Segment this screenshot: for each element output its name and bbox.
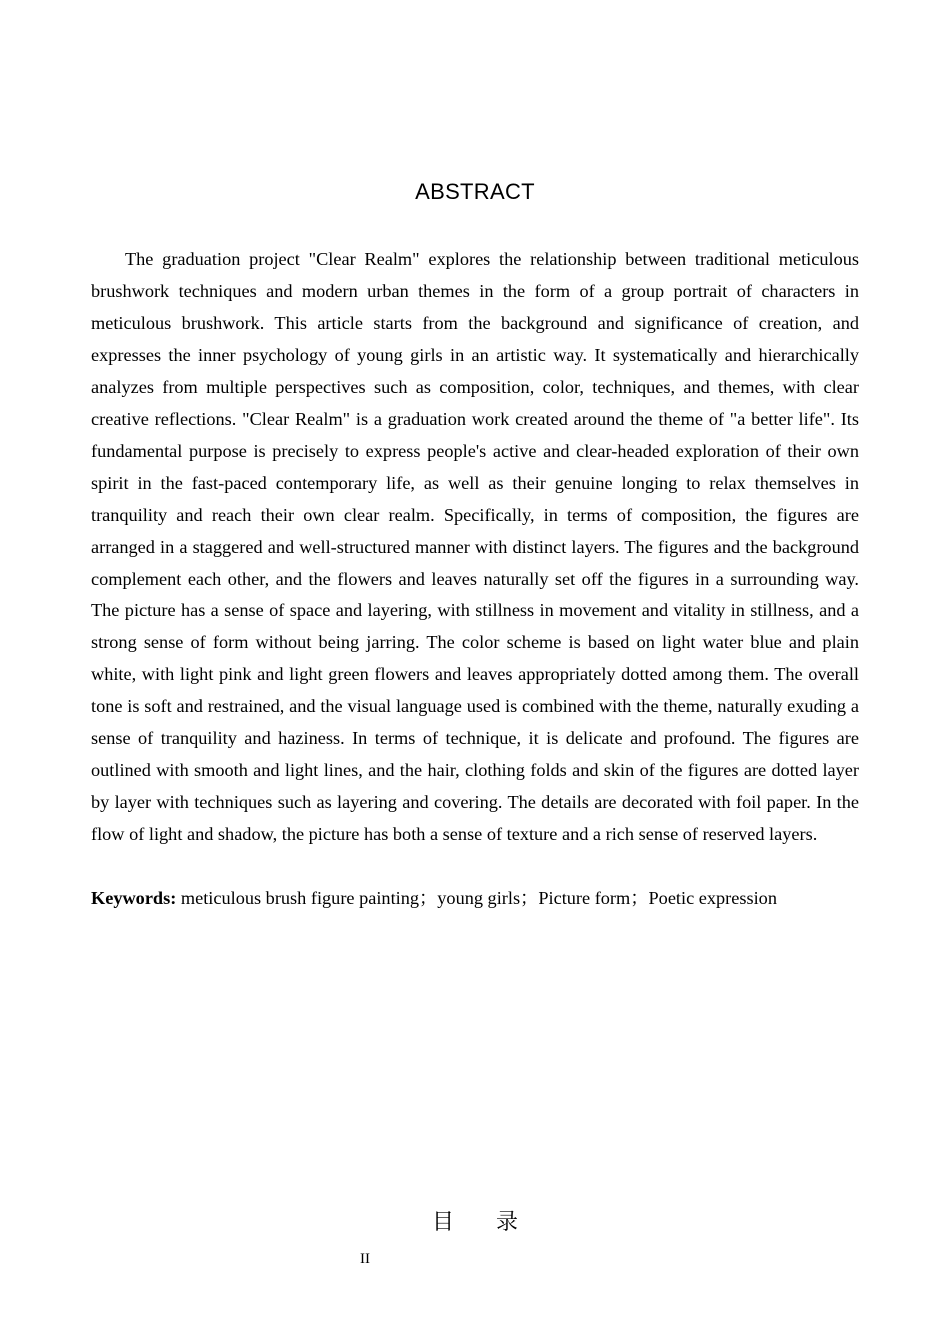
abstract-title: ABSTRACT bbox=[415, 179, 535, 204]
toc-heading bbox=[0, 1205, 950, 1236]
abstract-paragraph: The graduation project "Clear Realm" explores the relationship between traditional meticulous brushwork techniques and modern urban themes in the form of a group portrait of characters in meticulous brushwork. This article starts from the background and significance of creation, and expresses the inner psychology of young girls in an artistic way. It systematically and hierarchically analyzes from multiple perspectives such as composition, color, techniques, and themes, with clear creative reflections. "Clear Realm" is a graduation work created around the theme of "a better life". Its fundamental purpose is precisely to express people's active and clear-headed exploration of their own spirit in the fast-paced contemporary life, as well as their genuine longing to relax themselves in tranquility and reach their own clear realm. Specifically, in terms of composition, the figures are arranged in a staggered and well-structured manner with distinct layers. The figures and the background complement each other, and the flowers and leaves naturally set off the figures in a surrounding way. The picture has a sense of space and layering, with stillness in movement and vitality in stillness, and a strong sense of form without being jarring. The color scheme is based on light water blue and plain white, with light pink and light green flowers and leaves appropriately dotted among them. The overall tone is soft and restrained, and the visual language used is combined with the theme, naturally exuding a sense of tranquility and haziness. In terms of technique, it is delicate and profound. The figures are outlined with smooth and light lines, and the hair, clothing folds and skin of the figures are dotted layer by layer with techniques such as layering and covering. The details are decorated with foil paper. In the flow of light and shadow, the picture has both a sense of texture and a rich sense of reserved layers. bbox=[91, 249, 859, 845]
keywords-text: meticulous brush figure painting；young girls；Picture form；Poetic expression bbox=[176, 888, 777, 908]
keywords-line bbox=[91, 883, 871, 915]
keywords-label: Keywords: bbox=[91, 888, 177, 908]
toc-heading-char-2: 录 bbox=[496, 1210, 519, 1235]
toc-heading-char-1: 目 bbox=[431, 1210, 454, 1235]
page-number: II bbox=[360, 1251, 370, 1267]
